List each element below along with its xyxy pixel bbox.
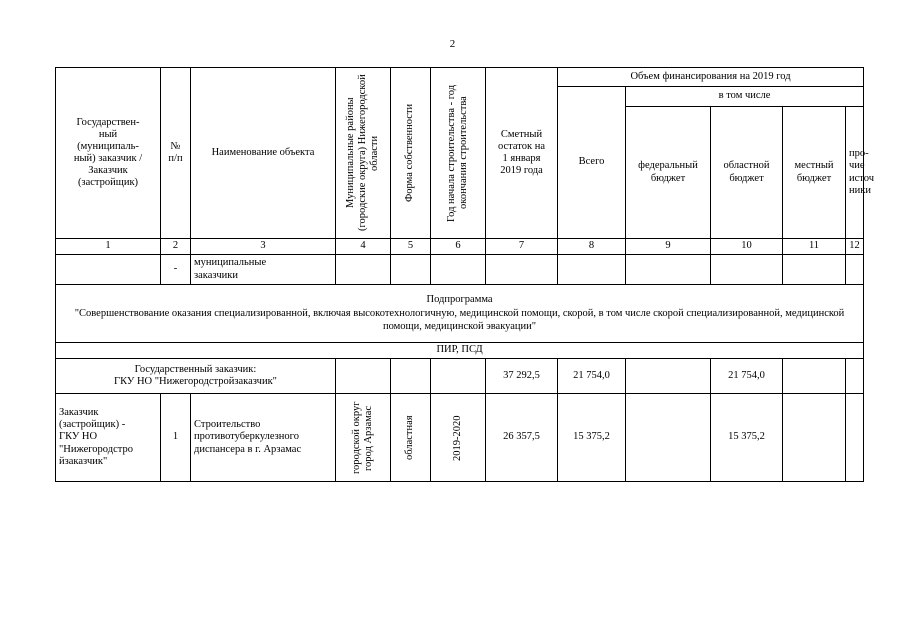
header-num-text: № п/п bbox=[168, 140, 183, 164]
cell-empty bbox=[626, 255, 711, 285]
header-estimate-text: Сметный остаток на 1 января 2019 года bbox=[498, 128, 545, 177]
cell-empty bbox=[336, 255, 391, 285]
subprogram-label: Подпрограмма bbox=[426, 294, 493, 306]
header-total: Всего bbox=[558, 87, 626, 239]
header-years bbox=[431, 68, 486, 239]
cell-empty bbox=[558, 255, 626, 285]
object-row bbox=[56, 394, 864, 482]
cell-empty bbox=[391, 255, 431, 285]
cell-empty bbox=[846, 255, 864, 285]
header-customer-text: Государствен- ный (муниципаль- ный) заказчик / Заказчик (застройщик) bbox=[73, 116, 143, 189]
cell-empty bbox=[626, 359, 711, 394]
header-districts-text: Муниципальные районы (городские округа) Нижегородской области bbox=[344, 74, 381, 232]
header-federal-text: федеральный бюджет bbox=[638, 160, 698, 184]
col-number: 7 bbox=[486, 239, 558, 255]
object-district bbox=[336, 394, 391, 482]
state-customer-label-text: Государственный заказчик: ГКУ НО "Нижегородстройзаказчик" bbox=[114, 363, 277, 387]
col-number: 5 bbox=[391, 239, 431, 255]
header-regional-text: областной бюджет bbox=[723, 160, 770, 184]
object-estimate: 26 357,5 bbox=[486, 394, 558, 482]
subprogram-cell bbox=[56, 285, 864, 343]
object-years bbox=[431, 394, 486, 482]
header-object-name: Наименование объекта bbox=[191, 68, 336, 239]
section-row bbox=[56, 343, 864, 359]
state-customer-estimate: 37 292,5 bbox=[486, 359, 558, 394]
cell-empty bbox=[486, 255, 558, 285]
financing-table bbox=[55, 67, 874, 482]
header-other-text: про- чие источ ники bbox=[849, 148, 874, 196]
object-total: 15 375,2 bbox=[558, 394, 626, 482]
object-ownership-text: областная bbox=[404, 415, 416, 460]
state-customer-row bbox=[56, 359, 864, 394]
municipal-num: - bbox=[161, 255, 191, 285]
header-years-text: Год начала строительства - год окончания строительства bbox=[445, 84, 469, 222]
header-funding: Объем финансирования на 2019 год bbox=[558, 68, 864, 87]
col-number: 11 bbox=[783, 239, 846, 255]
header-regional bbox=[711, 107, 783, 239]
object-name-text: Строительство противотуберкулезного диспансера в г. Арзамас bbox=[194, 419, 302, 455]
col-number: 6 bbox=[431, 239, 486, 255]
cell-empty bbox=[626, 394, 711, 482]
col-number: 8 bbox=[558, 239, 626, 255]
col-number: 9 bbox=[626, 239, 711, 255]
object-ownership bbox=[391, 394, 431, 482]
cell-empty bbox=[56, 255, 161, 285]
section-title: ПИР, ПСД bbox=[56, 343, 864, 359]
col-number: 10 bbox=[711, 239, 783, 255]
object-district-text: городской округ город Арзамас bbox=[350, 401, 374, 474]
municipal-name-text: муниципальные заказчики bbox=[194, 257, 267, 281]
cell-empty bbox=[783, 394, 846, 482]
page-number: 2 bbox=[449, 38, 456, 50]
object-customer bbox=[56, 394, 161, 482]
header-including: в том числе bbox=[626, 87, 864, 107]
object-years-text: 2019-2020 bbox=[451, 414, 463, 461]
cell-empty bbox=[391, 359, 431, 394]
header-federal bbox=[626, 107, 711, 239]
header-local-text: местный бюджет bbox=[794, 160, 834, 184]
col-number: 4 bbox=[336, 239, 391, 255]
header-ownership-text: Форма собственности bbox=[404, 103, 416, 203]
col-number: 12 bbox=[846, 239, 864, 255]
cell-empty bbox=[711, 255, 783, 285]
header-customer bbox=[56, 68, 161, 239]
cell-empty bbox=[846, 394, 864, 482]
municipal-name bbox=[191, 255, 336, 285]
municipal-customers-row bbox=[56, 255, 864, 285]
cell-empty bbox=[783, 255, 846, 285]
cell-empty bbox=[431, 359, 486, 394]
header-num bbox=[161, 68, 191, 239]
state-customer-regional: 21 754,0 bbox=[711, 359, 783, 394]
cell-empty bbox=[783, 359, 846, 394]
object-customer-text: Заказчик (застройщик) - ГКУ НО "Нижегородстро йзаказчик" bbox=[59, 407, 133, 467]
cell-empty bbox=[336, 359, 391, 394]
header-local bbox=[783, 107, 846, 239]
col-number: 1 bbox=[56, 239, 161, 255]
header-other bbox=[846, 107, 874, 239]
cell-empty bbox=[431, 255, 486, 285]
subprogram-title: "Совершенствование оказания специализированной, включая высокотехнологичную, медицинской помощи, скорой, в том числе скорой специализированной, медицинской помощи, медицинской эвакуации" bbox=[74, 307, 845, 333]
col-number: 2 bbox=[161, 239, 191, 255]
header-estimate bbox=[486, 68, 558, 239]
object-regional: 15 375,2 bbox=[711, 394, 783, 482]
cell-empty bbox=[846, 359, 864, 394]
subprogram-row bbox=[56, 285, 864, 343]
object-num: 1 bbox=[161, 394, 191, 482]
object-name bbox=[191, 394, 336, 482]
header-ownership bbox=[391, 68, 431, 239]
column-number-row bbox=[56, 239, 864, 255]
state-customer-total: 21 754,0 bbox=[558, 359, 626, 394]
header-districts bbox=[336, 68, 391, 239]
col-number: 3 bbox=[191, 239, 336, 255]
state-customer-label bbox=[56, 359, 336, 394]
